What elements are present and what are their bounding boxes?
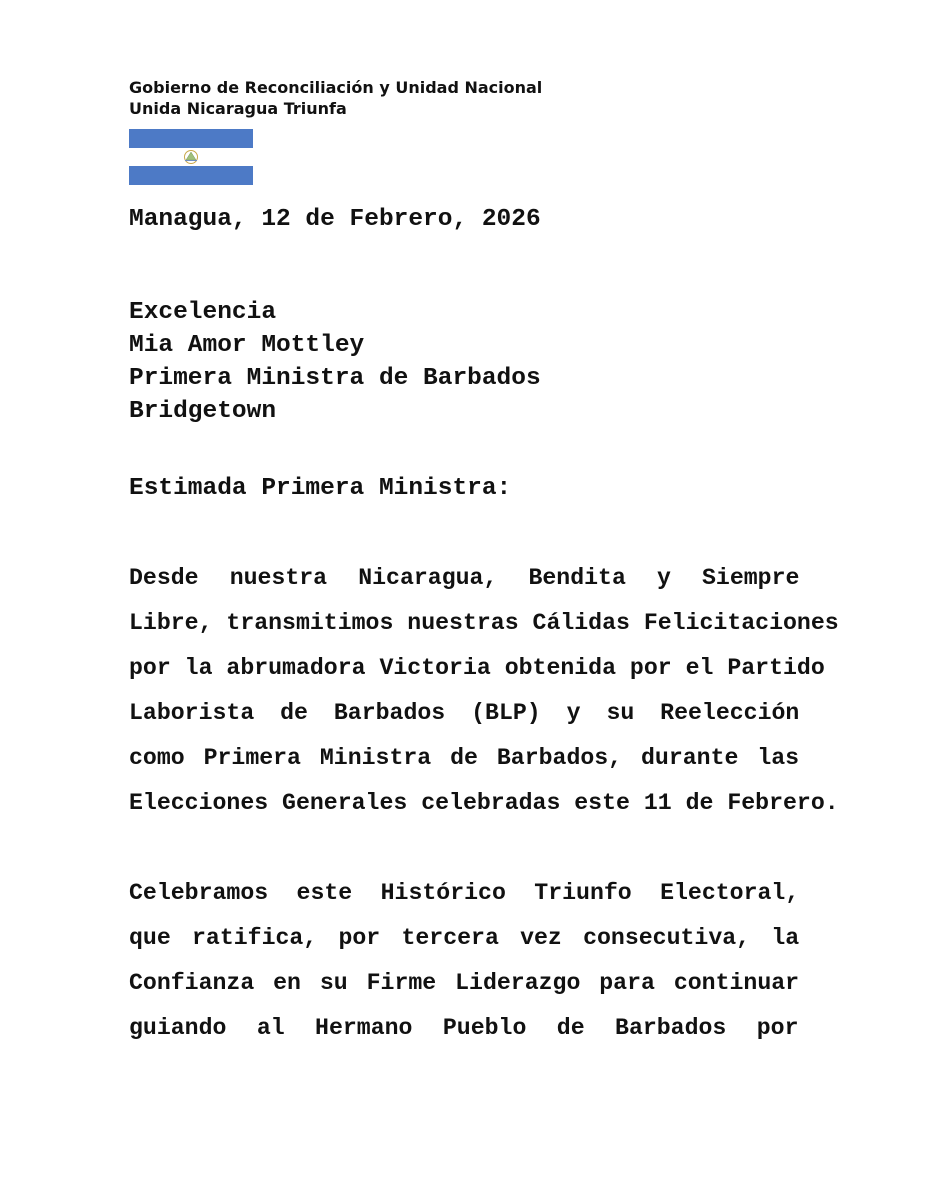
paragraph-line: Laborista de Barbados (BLP) y su Reelección xyxy=(129,700,800,726)
flag-stripe-top xyxy=(129,129,253,148)
letterhead xyxy=(129,77,542,119)
paragraph-line: que ratifica, por tercera vez consecutiva, la xyxy=(129,925,800,951)
paragraph-line: guiando al Hermano Pueblo de Barbados por xyxy=(129,1015,799,1041)
recipient-title: Primera Ministra de Barbados xyxy=(129,365,541,392)
body-paragraph-2 xyxy=(129,871,799,1051)
recipient-honorific: Excelencia xyxy=(129,299,277,326)
paragraph-line: Elecciones Generales celebradas este 11 de Febrero. xyxy=(129,790,839,816)
nicaragua-flag-icon xyxy=(129,129,253,185)
recipient-name: Mia Amor Mottley xyxy=(129,332,365,359)
body-paragraph-1 xyxy=(129,556,839,826)
paragraph-line: como Primera Ministra de Barbados, durante las xyxy=(129,745,800,771)
paragraph-line: Celebramos este Histórico Triunfo Electoral, xyxy=(129,880,800,906)
salutation: Estimada Primera Ministra: xyxy=(129,475,512,502)
recipient-block xyxy=(129,296,541,428)
letterhead-slogan: Unida Nicaragua Triunfa xyxy=(129,99,347,118)
paragraph-line: Confianza en su Firme Liderazgo para continuar xyxy=(129,970,800,996)
paragraph-line: por la abrumadora Victoria obtenida por el Partido xyxy=(129,655,825,681)
recipient-city: Bridgetown xyxy=(129,398,277,425)
letterhead-government-name: Gobierno de Reconciliación y Unidad Nacional xyxy=(129,78,543,97)
letter-date: Managua, 12 de Febrero, 2026 xyxy=(129,206,541,233)
flag-stripe-bottom xyxy=(129,166,253,185)
paragraph-line: Libre, transmitimos nuestras Cálidas Felicitaciones xyxy=(129,610,839,636)
paragraph-line: Desde nuestra Nicaragua, Bendita y Siempre xyxy=(129,565,800,591)
